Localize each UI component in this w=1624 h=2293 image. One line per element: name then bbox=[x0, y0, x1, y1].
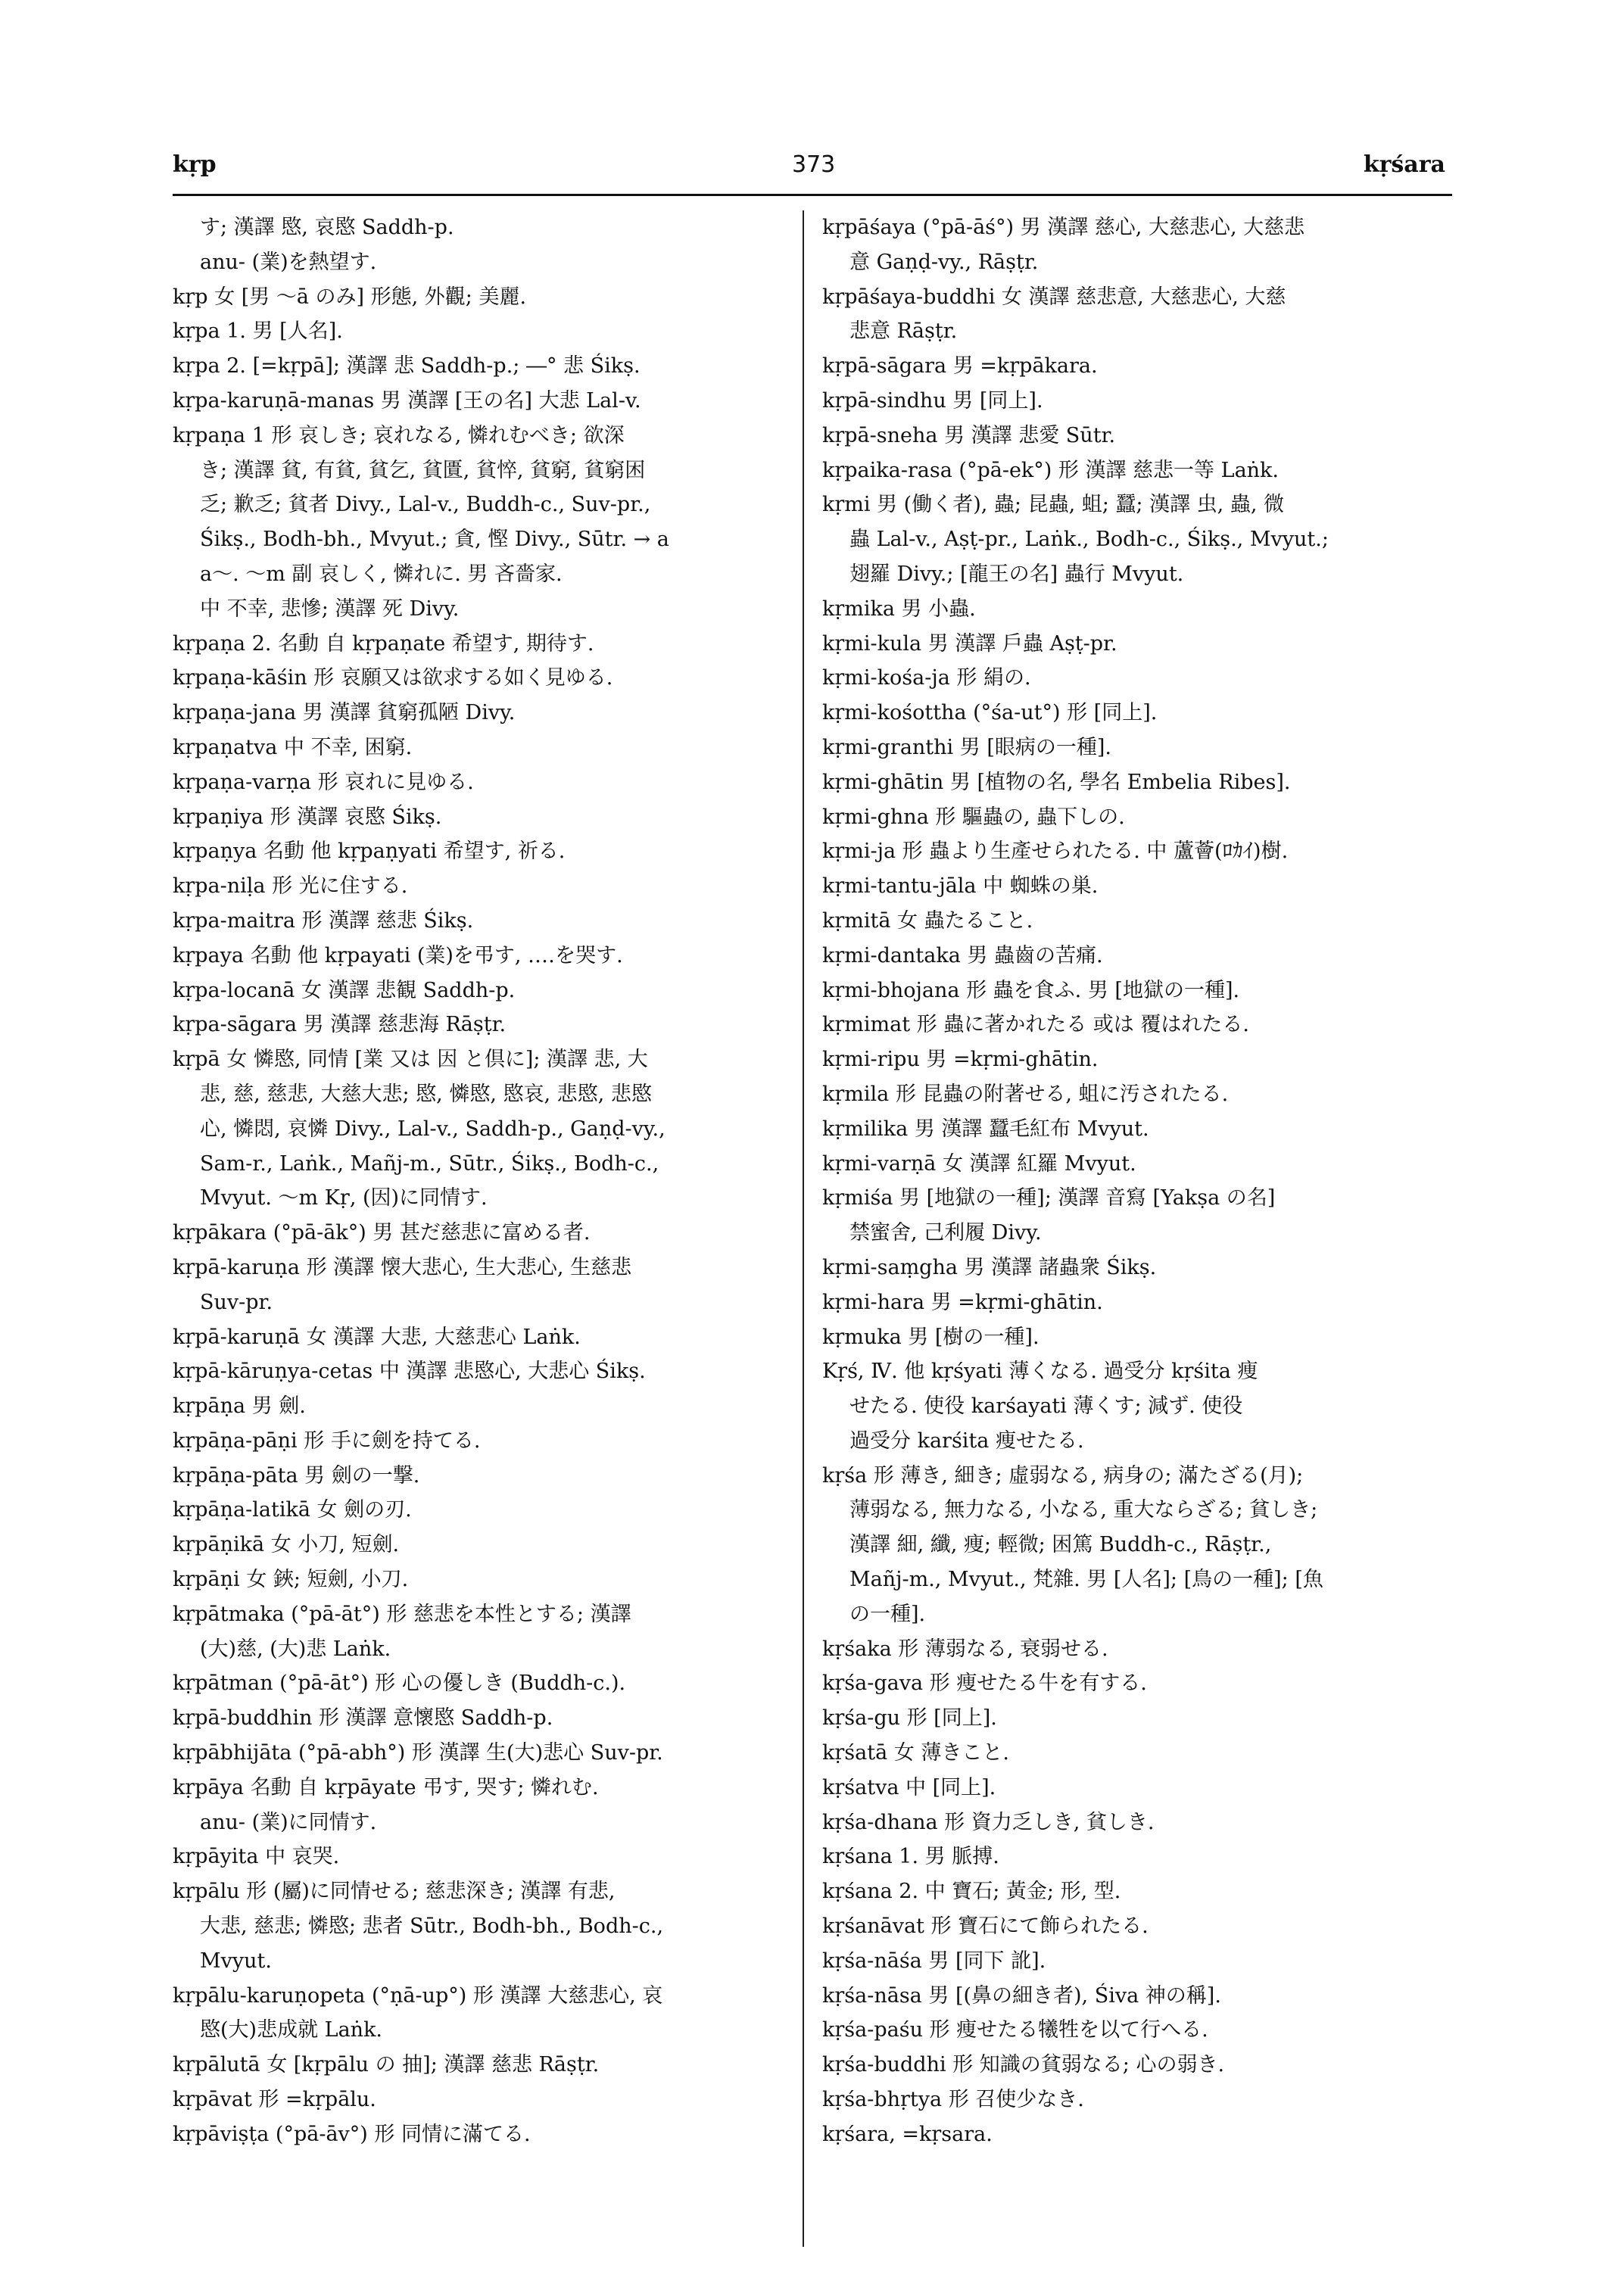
page-header bbox=[0, 151, 1624, 189]
entry-continuation-line: 漢譯 細, 纖, 痩; 輕微; 困篤 Buddh-c., Rāṣṭr., bbox=[849, 1533, 1272, 1557]
dictionary-entry-line: kṛśa-buddhi 形 知識の貧弱なる; 心の弱き. bbox=[822, 2053, 1225, 2077]
dictionary-entry-line: kṛmi-dantaka 男 蟲齒の苦痛. bbox=[822, 943, 1103, 967]
left-column bbox=[173, 210, 804, 2247]
right-running-headword: kṛśara bbox=[1363, 151, 1445, 178]
dictionary-entry-line: kṛmika 男 小蟲. bbox=[822, 597, 976, 621]
dictionary-entry-line: kṛmi-ghātin 男 [植物の名, 學名 Embelia Ribes]. bbox=[822, 770, 1291, 794]
dictionary-entry-line: kṛmi-hara 男 =kṛmi-ghātin. bbox=[822, 1290, 1103, 1314]
dictionary-entry-line: kṛpa-karuṇā-manas 男 漢譯 [王の名] 大悲 Lal-v. bbox=[173, 388, 641, 413]
dictionary-entry-line: kṛpāṇa-latikā 女 劍の刃. bbox=[173, 1498, 412, 1522]
dictionary-entry-line: kṛśaka 形 薄弱なる, 衰弱せる. bbox=[822, 1637, 1108, 1661]
entry-continuation-line: き; 漢譯 貧, 有貧, 貧乞, 貧匱, 貧悴, 貧窮, 貧窮困 bbox=[200, 458, 646, 482]
entry-continuation-line: anu- (業)に同情す. bbox=[200, 1810, 377, 1834]
dictionary-entry-line: kṛpaṇya 名動 他 kṛpaṇyati 希望す, 祈る. bbox=[173, 840, 566, 864]
dictionary-entry-line: kṛpaṇatva 中 不幸, 困窮. bbox=[173, 735, 413, 759]
entry-continuation-line: 蟲 Lal-v., Aṣṭ-pr., Laṅk., Bodh-c., Śikṣ., Mvyut.; bbox=[849, 528, 1329, 552]
dictionary-entry-line: kṛśa-paśu 形 痩せたる犧牲を以て行へる. bbox=[822, 2018, 1208, 2042]
dictionary-entry-line: kṛpaṇa-varṇa 形 哀れに見ゆる. bbox=[173, 770, 474, 794]
dictionary-entry-line: kṛpa-niḷa 形 光に住する. bbox=[173, 874, 408, 899]
entry-continuation-line: す; 漢譯 愍, 哀愍 Saddh-p. bbox=[200, 216, 454, 239]
dictionary-entry-line: kṛmi-ripu 男 =kṛmi-ghātin. bbox=[822, 1048, 1099, 1072]
dictionary-entry-line: kṛśa-nāsa 男 [(鼻の細き者), Śiva 神の稱]. bbox=[822, 1983, 1221, 2008]
left-running-headword: kṛp bbox=[173, 151, 217, 178]
entry-continuation-line: 大悲, 慈悲; 憐愍; 悲者 Sūtr., Bodh-bh., Bodh-c., bbox=[200, 1914, 664, 1939]
dictionary-entry-line: kṛpa 2. [=kṛpā]; 漢譯 悲 Saddh-p.; ―° 悲 Śikṣ. bbox=[173, 354, 641, 379]
dictionary-entry-line: kṛpa-maitra 形 漢譯 慈悲 Śikṣ. bbox=[173, 908, 474, 933]
dictionary-entry-line: kṛpā-sneha 男 漢譯 悲愛 Sūtr. bbox=[822, 423, 1116, 447]
dictionary-entry-line: kṛpaika-rasa (°pā-ek°) 形 漢譯 慈悲一等 Laṅk. bbox=[822, 458, 1280, 482]
dictionary-entry-line: kṛmi-saṃgha 男 漢譯 諸蟲衆 Śikṣ. bbox=[822, 1255, 1157, 1279]
dictionary-entry-line: kṛpā-karuṇā 女 漢譯 大悲, 大慈悲心 Laṅk. bbox=[173, 1325, 581, 1349]
dictionary-entry-line: kṛśara, =kṛsara. bbox=[822, 2122, 993, 2146]
entry-continuation-line: (大)慈, (大)悲 Laṅk. bbox=[200, 1637, 391, 1661]
dictionary-entry-line: kṛpākara (°pā-āk°) 男 甚だ慈悲に富める者. bbox=[173, 1221, 591, 1245]
dictionary-entry-line: kṛśanāvat 形 寶石にて飾られたる. bbox=[822, 1914, 1149, 1939]
dictionary-entry-line: kṛpā-sāgara 男 =kṛpākara. bbox=[822, 354, 1098, 379]
entry-continuation-line: Śikṣ., Bodh-bh., Mvyut.; 貪, 慳 Divy., Sūtr. → a bbox=[200, 528, 669, 552]
dictionary-entry-line: kṛpāvat 形 =kṛpālu. bbox=[173, 2088, 376, 2112]
entry-continuation-line: 中 不幸, 悲慘; 漢譯 死 Divy. bbox=[200, 597, 460, 621]
dictionary-entry-line: kṛp 女 [男 〜ā のみ] 形態, 外觀; 美麗. bbox=[173, 285, 527, 309]
dictionary-entry-line: kṛmi-bhojana 形 蟲を食ふ. 男 [地獄の一種]. bbox=[822, 978, 1240, 1002]
dictionary-entry-line: kṛmila 形 昆蟲の附著せる, 蛆に汚されたる. bbox=[822, 1082, 1229, 1106]
dictionary-entry-line: kṛpāṇikā 女 小刀, 短劍. bbox=[173, 1533, 400, 1557]
entry-continuation-line: 翅羅 Divy.; [龍王の名] 蟲行 Mvyut. bbox=[849, 562, 1184, 586]
dictionary-entry-line: kṛmi-kośottha (°śa-ut°) 形 [同上]. bbox=[822, 701, 1158, 725]
dictionary-entry-line: kṛmuka 男 [樹の一種]. bbox=[822, 1325, 1040, 1349]
entry-continuation-line: Suv-pr. bbox=[200, 1290, 273, 1314]
dictionary-entry-line: kṛmi-ghna 形 驅蟲の, 蟲下しの. bbox=[822, 805, 1125, 829]
dictionary-entry-line: kṛpā-buddhin 形 漢譯 意懷愍 Saddh-p. bbox=[173, 1706, 553, 1731]
dictionary-entry-line: kṛśa-dhana 形 資力乏しき, 貧しき. bbox=[822, 1810, 1155, 1834]
dictionary-entry-line: kṛpā 女 憐愍, 同情 [業 又は 因 と倶に]; 漢譯 悲, 大 bbox=[173, 1048, 648, 1072]
dictionary-entry-line: kṛpāśaya-buddhi 女 漢譯 慈悲意, 大慈悲心, 大慈 bbox=[822, 285, 1286, 309]
dictionary-entry-line: kṛpaṇiya 形 漢譯 哀愍 Śikṣ. bbox=[173, 805, 442, 829]
dictionary-entry-line: kṛmilika 男 漢譯 蠶毛紅布 Mvyut. bbox=[822, 1117, 1149, 1141]
dictionary-entry-line: Kṛś, Ⅳ. 他 kṛśyati 薄くなる. 過受分 kṛśita 痩 bbox=[822, 1360, 1258, 1384]
dictionary-entry-line: kṛpālutā 女 [kṛpālu の 抽]; 漢譯 慈悲 Rāṣṭr. bbox=[173, 2053, 600, 2077]
dictionary-entry-line: kṛśatā 女 薄きこと. bbox=[822, 1741, 1009, 1765]
dictionary-entry-line: kṛśana 2. 中 寶石; 黃金; 形, 型. bbox=[822, 1880, 1121, 1904]
entry-continuation-line: せたる. 使役 karśayati 薄くす; 減ず. 使役 bbox=[849, 1394, 1243, 1419]
dictionary-entry-line: kṛpā-kāruṇya-cetas 中 漢譯 悲愍心, 大悲心 Śikṣ. bbox=[173, 1360, 646, 1384]
entry-continuation-line: 薄弱なる, 無力なる, 小なる, 重大ならざる; 貧しき; bbox=[849, 1498, 1318, 1522]
entry-continuation-line: Mañj-m., Mvyut., 梵雜. 男 [人名]; [鳥の一種]; [魚 bbox=[849, 1568, 1323, 1592]
entry-continuation-line: anu- (業)を熱望す. bbox=[200, 250, 377, 274]
dictionary-entry-line: kṛpāviṣṭa (°pā-āv°) 形 同情に滿てる. bbox=[173, 2122, 531, 2146]
dictionary-entry-line: kṛpaya 名動 他 kṛpayati (業)を弔す, ‥‥を哭す. bbox=[173, 943, 623, 967]
dictionary-entry-line: kṛmi-kośa-ja 形 絹の. bbox=[822, 666, 1031, 690]
dictionary-entry-line: kṛpa 1. 男 [人名]. bbox=[173, 319, 343, 344]
dictionary-entry-line: kṛmi-kula 男 漢譯 戶蟲 Aṣṭ-pr. bbox=[822, 631, 1117, 656]
dictionary-entry-line: kṛpālu-karuṇopeta (°ṇā-up°) 形 漢譯 大慈悲心, 哀 bbox=[173, 1983, 663, 2008]
entry-continuation-line: の一種]. bbox=[849, 1602, 926, 1626]
entry-continuation-line: Sam-r., Laṅk., Mañj-m., Sūtr., Śikṣ., Bodh-c., bbox=[200, 1151, 659, 1176]
dictionary-entry-line: kṛpātman (°pā-āt°) 形 心の優しき (Buddh-c.). bbox=[173, 1671, 626, 1696]
dictionary-entry-line: kṛpaṇa 2. 名動 自 kṛpaṇate 希望す, 期待す. bbox=[173, 631, 594, 656]
dictionary-entry-line: kṛmi-tantu-jāla 中 蜘蛛の巣. bbox=[822, 874, 1099, 899]
dictionary-entry-line: kṛpā-karuṇa 形 漢譯 懐大悲心, 生大悲心, 生慈悲 bbox=[173, 1255, 632, 1279]
dictionary-entry-line: kṛmimat 形 蟲に著かれたる 或は 覆はれたる. bbox=[822, 1013, 1249, 1037]
dictionary-entry-line: kṛmitā 女 蟲たること. bbox=[822, 908, 1033, 933]
dictionary-entry-line: kṛpa-locanā 女 漢譯 悲観 Saddh-p. bbox=[173, 978, 516, 1002]
entry-continuation-line: 乏; 歉乏; 貧者 Divy., Lal-v., Buddh-c., Suv-pr., bbox=[200, 493, 651, 517]
dictionary-entry-line: kṛpālu 形 (屬)に同情せる; 慈悲深き; 漢譯 有悲, bbox=[173, 1880, 616, 1904]
dictionary-entry-line: kṛmiśa 男 [地獄の一種]; 漢譯 音寫 [Yakṣa の名] bbox=[822, 1186, 1276, 1210]
dictionary-entry-line: kṛmi-varṇā 女 漢譯 紅羅 Mvyut. bbox=[822, 1151, 1136, 1176]
dictionary-entry-line: kṛmi 男 (働く者), 蟲; 昆蟲, 蛆; 蠶; 漢譯 虫, 蟲, 微 bbox=[822, 493, 1285, 517]
entry-continuation-line: 禁蜜舍, 己利履 Divy. bbox=[849, 1221, 1042, 1245]
entry-continuation-line: 過受分 karśita 痩せたる. bbox=[849, 1428, 1084, 1453]
dictionary-entry-line: kṛśa 形 薄き, 細き; 虛弱なる, 病身の; 滿たざる(月); bbox=[822, 1463, 1304, 1488]
page-number: 373 bbox=[792, 151, 836, 178]
dictionary-entry-line: kṛpāṇa 男 劍. bbox=[173, 1394, 306, 1419]
entry-continuation-line: Mvyut. 〜m Kṛ, (因)に同情す. bbox=[200, 1186, 488, 1210]
dictionary-entry-line: kṛmi-granthi 男 [眼病の一種]. bbox=[822, 735, 1111, 759]
entry-continuation-line: 意 Gaṇḍ-vy., Rāṣṭr. bbox=[849, 250, 1039, 274]
dictionary-entry-line: kṛpa-sāgara 男 漢譯 慈悲海 Rāṣṭr. bbox=[173, 1013, 507, 1037]
dictionary-entry-line: kṛśatva 中 [同上]. bbox=[822, 1775, 996, 1799]
dictionary-entry-line: kṛśa-bhṛtya 形 召使少なき. bbox=[822, 2088, 1084, 2112]
dictionary-entry-line: kṛpātmaka (°pā-āt°) 形 慈悲を本性とする; 漢譯 bbox=[173, 1602, 631, 1626]
dictionary-entry-line: kṛśana 1. 男 脈搏. bbox=[822, 1845, 999, 1869]
dictionary-entry-line: kṛpaṇa 1 形 哀しき; 哀れなる, 憐れむべき; 欲深 bbox=[173, 423, 625, 447]
dictionary-entry-line: kṛpaṇa-kāśin 形 哀願又は欲求する如く見ゆる. bbox=[173, 666, 613, 690]
dictionary-entry-line: kṛpāya 名動 自 kṛpāyate 弔す, 哭す; 憐れむ. bbox=[173, 1775, 599, 1799]
dictionary-entry-line: kṛśa-gu 形 [同上]. bbox=[822, 1706, 997, 1731]
dictionary-entry-line: kṛśa-nāśa 男 [同下 訛]. bbox=[822, 1949, 1046, 1973]
entry-continuation-line: a〜. 〜m 副 哀しく, 憐れに. 男 吝嗇家. bbox=[200, 562, 563, 586]
right-column bbox=[822, 210, 1452, 2152]
dictionary-entry-line: kṛpāśaya (°pā-āś°) 男 漢譯 慈心, 大慈悲心, 大慈悲 bbox=[822, 216, 1305, 239]
entry-continuation-line: 悲意 Rāṣṭr. bbox=[849, 319, 958, 344]
header-rule bbox=[173, 194, 1452, 196]
dictionary-entry-line: kṛpaṇa-jana 男 漢譯 貧窮孤陋 Divy. bbox=[173, 701, 516, 725]
dictionary-entry-line: kṛpāṇa-pāta 男 劍の一撃. bbox=[173, 1463, 420, 1488]
entry-continuation-line: 悲, 慈, 慈悲, 大慈大悲; 愍, 憐愍, 愍哀, 悲愍, 悲愍 bbox=[200, 1082, 652, 1106]
dictionary-entry-line: kṛpāṇi 女 鋏; 短劍, 小刀. bbox=[173, 1568, 409, 1592]
dictionary-entry-line: kṛśa-gava 形 痩せたる牛を有する. bbox=[822, 1671, 1147, 1696]
dictionary-entry-line: kṛmi-ja 形 蟲より生產せられたる. 中 蘆薈(ﾛｶｲ)樹. bbox=[822, 840, 1289, 864]
entry-continuation-line: 愍(大)悲成就 Laṅk. bbox=[200, 2018, 383, 2042]
dictionary-entry-line: kṛpā-sindhu 男 [同上]. bbox=[822, 388, 1043, 413]
dictionary-entry-line: kṛpāyita 中 哀哭. bbox=[173, 1845, 340, 1869]
entry-continuation-line: Mvyut. bbox=[200, 1949, 272, 1973]
dictionary-entry-line: kṛpāṇa-pāṇi 形 手に劍を持てる. bbox=[173, 1428, 481, 1453]
dictionary-entry-line: kṛpābhijāta (°pā-abh°) 形 漢譯 生(大)悲心 Suv-pr. bbox=[173, 1741, 663, 1765]
entry-continuation-line: 心, 憐悶, 哀憐 Divy., Lal-v., Saddh-p., Gaṇḍ-vy., bbox=[200, 1117, 665, 1141]
